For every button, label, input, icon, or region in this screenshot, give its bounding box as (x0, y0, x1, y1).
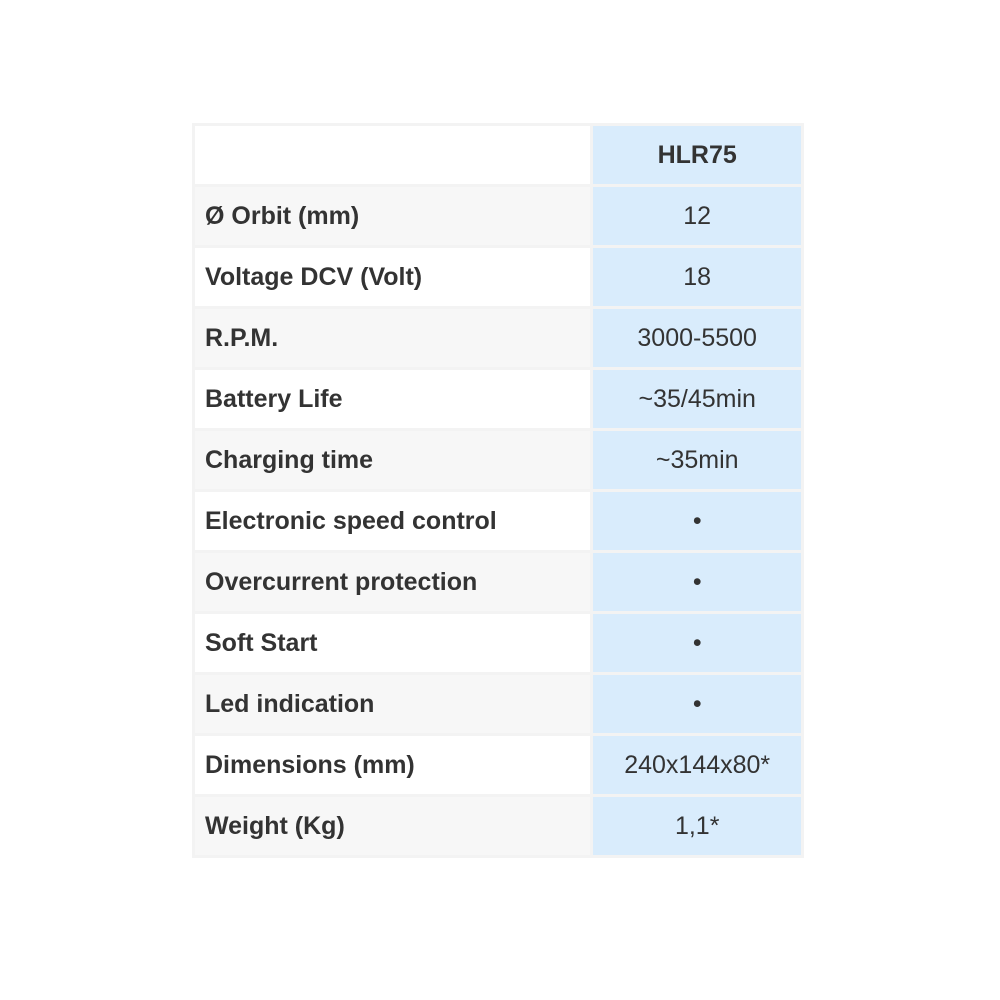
row-label: Overcurrent protection (195, 553, 590, 611)
table-header-row (195, 126, 801, 184)
table-row (195, 431, 801, 489)
row-label: Voltage DCV (Volt) (195, 248, 590, 306)
row-label: Battery Life (195, 370, 590, 428)
header-blank-cell (195, 126, 590, 184)
table-row (195, 309, 801, 367)
table-row (195, 553, 801, 611)
row-label: Led indication (195, 675, 590, 733)
table-row (195, 797, 801, 855)
row-value: 3000-5500 (593, 309, 801, 367)
row-label: R.P.M. (195, 309, 590, 367)
row-label: Electronic speed control (195, 492, 590, 550)
row-value: 240x144x80* (593, 736, 801, 794)
row-value: • (593, 492, 801, 550)
row-value: • (593, 614, 801, 672)
row-value: ~35/45min (593, 370, 801, 428)
row-label: Weight (Kg) (195, 797, 590, 855)
spec-table (192, 123, 804, 858)
table-row (195, 736, 801, 794)
table-row (195, 248, 801, 306)
table-row (195, 614, 801, 672)
row-label: Dimensions (mm) (195, 736, 590, 794)
row-value: 12 (593, 187, 801, 245)
row-value: • (593, 553, 801, 611)
row-value: 1,1* (593, 797, 801, 855)
row-label: Charging time (195, 431, 590, 489)
row-value: ~35min (593, 431, 801, 489)
model-header: HLR75 (593, 126, 801, 184)
table-row (195, 187, 801, 245)
table-row (195, 370, 801, 428)
row-label: Soft Start (195, 614, 590, 672)
row-label: Ø Orbit (mm) (195, 187, 590, 245)
table-row (195, 492, 801, 550)
table-row (195, 675, 801, 733)
row-value: • (593, 675, 801, 733)
row-value: 18 (593, 248, 801, 306)
